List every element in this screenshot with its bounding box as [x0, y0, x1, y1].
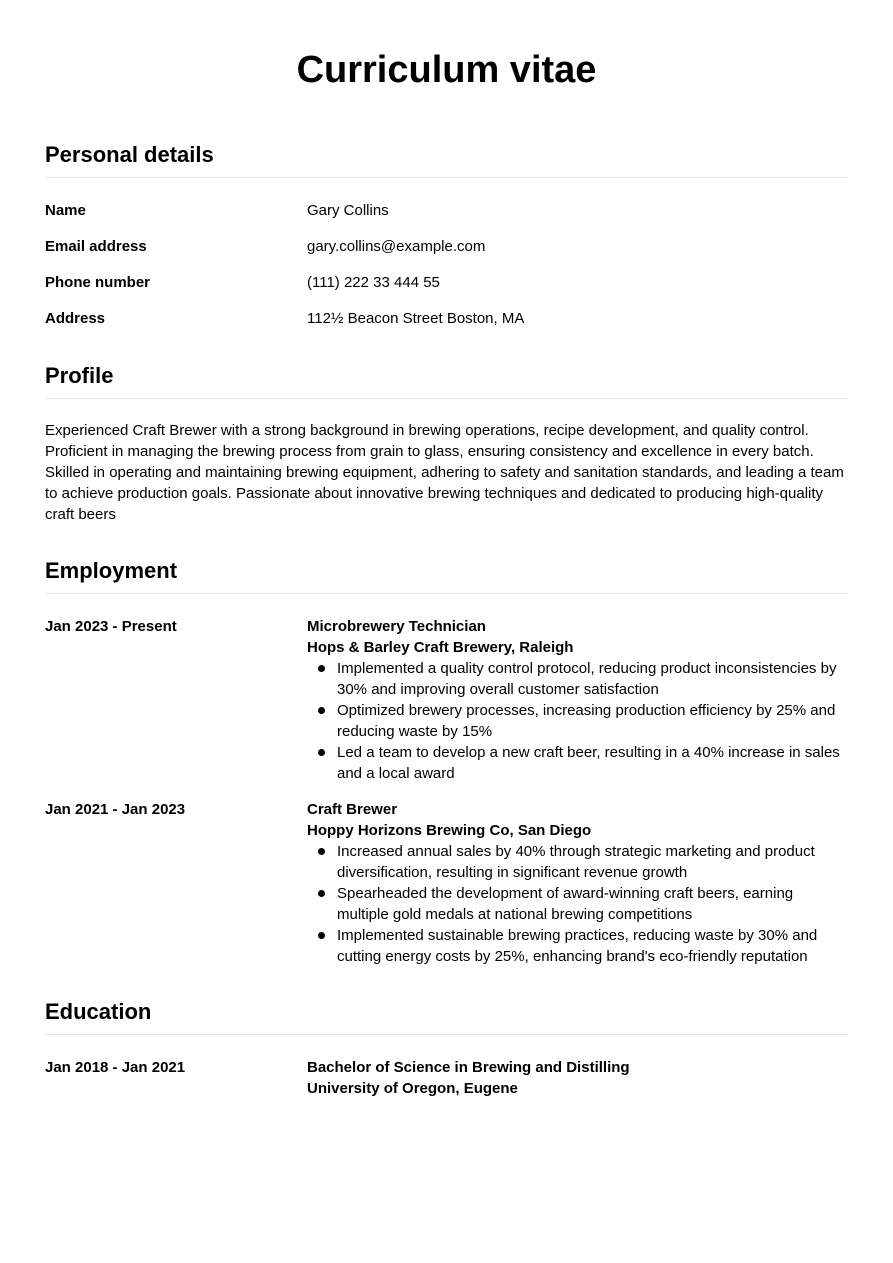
achievement-list — [307, 841, 848, 967]
phone-label: Phone number — [45, 274, 151, 291]
education-heading: Education — [45, 998, 848, 1035]
personal-row-email — [45, 236, 848, 257]
achievement-text: Implemented a quality control protocol, reducing product inconsistencies by 30% and improving overall customer satisfaction — [337, 660, 837, 698]
education-period: Jan 2018 - Jan 2021 — [45, 1059, 186, 1076]
document-title: Curriculum vitae — [296, 49, 597, 91]
bullet-icon — [318, 890, 325, 897]
employment-period: Jan 2021 - Jan 2023 — [45, 801, 186, 818]
personal-row-address — [45, 308, 848, 329]
achievement-text: Implemented sustainable brewing practices, reducing waste by 30% and cutting energy costs by 25%, enhancing brand's eco-friendly reputation — [337, 927, 818, 965]
bullet-icon — [318, 932, 325, 939]
name-value: Gary Collins — [307, 202, 389, 219]
personal-details-section — [45, 141, 848, 329]
bullet-icon — [318, 749, 325, 756]
achievement-text: Optimized brewery processes, increasing production efficiency by 25% and reducing waste by 15% — [337, 702, 836, 740]
employment-details — [307, 799, 848, 967]
achievement-item — [307, 742, 848, 784]
bullet-icon — [318, 665, 325, 672]
achievement-item — [307, 700, 848, 742]
personal-details-heading: Personal details — [45, 141, 848, 178]
education-list — [45, 1057, 848, 1099]
personal-row-phone — [45, 272, 848, 293]
employment-entry — [45, 799, 848, 967]
achievement-item — [307, 841, 848, 883]
name-label: Name — [45, 202, 86, 219]
job-title: Microbrewery Technician — [307, 618, 486, 635]
bullet-icon — [318, 848, 325, 855]
education-section — [45, 998, 848, 1099]
achievement-text: Increased annual sales by 40% through strategic marketing and product diversification, resulting in significant revenue growth — [337, 843, 815, 881]
achievement-item — [307, 658, 848, 700]
profile-summary: Experienced Craft Brewer with a strong background in brewing operations, recipe development, and quality control. Proficient in managing the brewing process from grain to glass, ensuring consistency and excellence in every batch. Skilled in operating and maintaining brewing equipment, adhering to safety and sanitation standards, and leading a team to achieve production goals. Passionate about innovative brewing techniques and dedicated to producing high-quality craft beers — [45, 422, 844, 523]
job-title: Craft Brewer — [307, 801, 398, 818]
phone-value: (111) 222 33 444 55 — [307, 274, 440, 291]
address-value: 112½ Beacon Street Boston, MA — [307, 310, 525, 327]
employment-heading: Employment — [45, 557, 848, 594]
school-name: University of Oregon, Eugene — [307, 1080, 518, 1097]
job-company: Hops & Barley Craft Brewery, Raleigh — [307, 639, 574, 656]
personal-row-name — [45, 200, 848, 221]
email-label: Email address — [45, 238, 147, 255]
achievement-item — [307, 883, 848, 925]
education-details — [307, 1057, 848, 1099]
job-company: Hoppy Horizons Brewing Co, San Diego — [307, 822, 592, 839]
address-label: Address — [45, 310, 106, 327]
profile-heading: Profile — [45, 362, 848, 399]
achievement-text: Led a team to develop a new craft beer, resulting in a 40% increase in sales and a local award — [337, 744, 840, 782]
profile-section — [45, 362, 848, 525]
degree-name: Bachelor of Science in Brewing and Distilling — [307, 1059, 630, 1076]
bullet-icon — [318, 707, 325, 714]
achievement-list — [307, 658, 848, 784]
education-entry — [45, 1057, 848, 1099]
employment-details — [307, 616, 848, 784]
achievement-item — [307, 925, 848, 967]
employment-list — [45, 616, 848, 967]
email-value: gary.collins@example.com — [307, 238, 486, 255]
employment-period: Jan 2023 - Present — [45, 618, 177, 635]
employment-section — [45, 557, 848, 967]
achievement-text: Spearheaded the development of award-winning craft beers, earning multiple gold medals at national brewing competitions — [337, 885, 794, 923]
personal-details-list — [45, 200, 848, 329]
employment-entry — [45, 616, 848, 784]
